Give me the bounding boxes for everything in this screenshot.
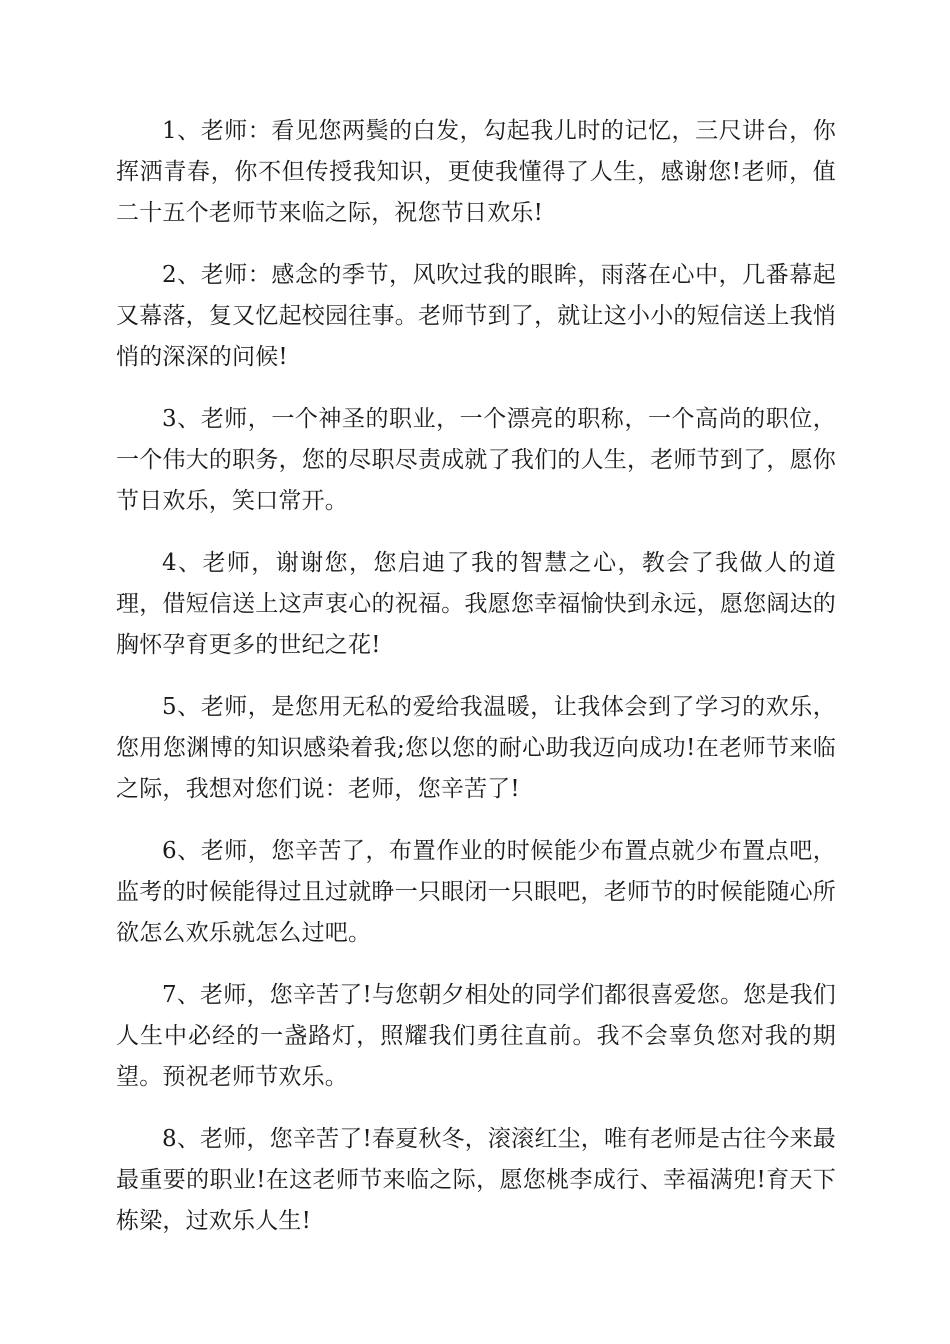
- paragraph-4: 4、老师，谢谢您，您启迪了我的智慧之心，教会了我做人的道理，借短信送上这声衷心的祝福。我愿您幸福愉快到永远，愿您阔达的胸怀孕育更多的世纪之花!: [116, 550, 836, 658]
- paragraph-8: 8、老师，您辛苦了!春夏秋冬，滚滚红尘，唯有老师是古往今来最最重要的职业!在这老师节来临之际，愿您桃李成行、幸福满兜!育天下栋梁，过欢乐人生!: [116, 1126, 836, 1234]
- paragraph-1: 1、老师：看见您两鬓的白发，勾起我儿时的记忆，三尺讲台，你挥洒青春，你不但传授我知识，更使我懂得了人生，感谢您!老师，值二十五个老师节来临之际，祝您节日欢乐!: [116, 118, 836, 226]
- paragraph-2: 2、老师：感念的季节，风吹过我的眼眸，雨落在心中，几番幕起又幕落，复又忆起校园往事。老师节到了，就让这小小的短信送上我悄悄的深深的问候!: [116, 262, 836, 370]
- paragraph-6: 6、老师，您辛苦了，布置作业的时候能少布置点就少布置点吧，监考的时候能得过且过就睁一只眼闭一只眼吧，老师节的时候能随心所欲怎么欢乐就怎么过吧。: [116, 838, 836, 946]
- paragraph-5: 5、老师，是您用无私的爱给我温暖，让我体会到了学习的欢乐，您用您渊博的知识感染着我;您以您的耐心助我迈向成功!在老师节来临之际，我想对您们说：老师，您辛苦了!: [116, 694, 836, 802]
- paragraph-7: 7、老师，您辛苦了!与您朝夕相处的同学们都很喜爱您。您是我们人生中必经的一盏路灯，照耀我们勇往直前。我不会辜负您对我的期望。预祝老师节欢乐。: [116, 982, 836, 1090]
- document-body: [116, 111, 836, 1263]
- paragraph-3: 3、老师，一个神圣的职业，一个漂亮的职称，一个高尚的职位，一个伟大的职务，您的尽职尽责成就了我们的人生，老师节到了，愿你节日欢乐，笑口常开。: [116, 406, 836, 514]
